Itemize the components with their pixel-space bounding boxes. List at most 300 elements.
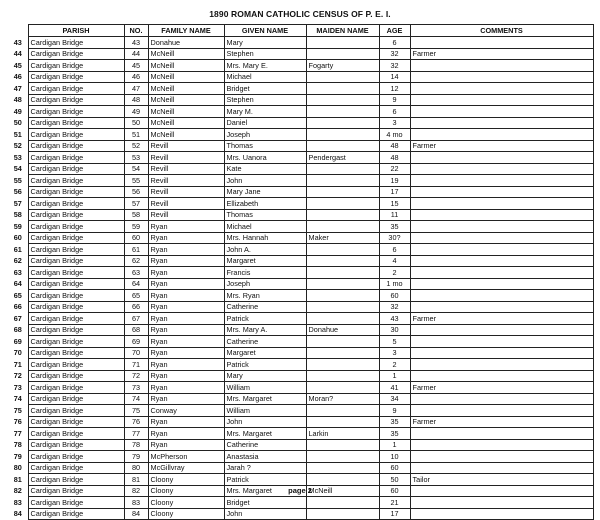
table-row [8,347,593,359]
age-cell: 35 [379,221,410,233]
row-number: 47 [8,83,28,95]
table-row [8,451,593,463]
page-footer: page 2 [288,486,312,495]
given-name-cell: Jarah ? [224,462,306,474]
age-cell: 60 [379,485,410,497]
parish-cell: Cardigan Bridge [28,117,124,129]
parish-cell: Cardigan Bridge [28,405,124,417]
no-cell: 65 [124,290,148,302]
row-number: 44 [8,48,28,60]
no-cell: 78 [124,439,148,451]
row-number: 59 [8,221,28,233]
comments-cell [410,439,593,451]
family-name-cell: Ryan [148,393,224,405]
no-cell: 67 [124,313,148,325]
given-name-cell: Margaret [224,255,306,267]
comments-cell [410,198,593,210]
age-cell: 17 [379,508,410,520]
family-name-cell: Cloony [148,485,224,497]
maiden-name-cell [306,267,379,279]
comments-cell [410,359,593,371]
maiden-name-cell: Pendergast [306,152,379,164]
age-cell: 50 [379,474,410,486]
age-cell: 34 [379,393,410,405]
family-name-cell: Conway [148,405,224,417]
row-number: 50 [8,117,28,129]
family-name-cell: McNeill [148,60,224,72]
parish-cell: Cardigan Bridge [28,232,124,244]
parish-cell: Cardigan Bridge [28,485,124,497]
no-cell: 72 [124,370,148,382]
maiden-name-cell [306,462,379,474]
no-cell: 57 [124,198,148,210]
table-row [8,416,593,428]
comments-cell [410,163,593,175]
family-name-cell: Revill [148,186,224,198]
comments-cell [410,209,593,221]
maiden-name-cell [306,347,379,359]
document-title: 1890 ROMAN CATHOLIC CENSUS OF P. E. I. [209,9,391,19]
family-name-cell: Ryan [148,336,224,348]
family-name-cell: McNeill [148,117,224,129]
row-number: 63 [8,267,28,279]
parish-cell: Cardigan Bridge [28,163,124,175]
given-name-cell: Mary Jane [224,186,306,198]
comments-cell [410,451,593,463]
age-cell: 32 [379,60,410,72]
maiden-name-cell: Donahue [306,324,379,336]
no-cell: 84 [124,508,148,520]
age-cell: 43 [379,313,410,325]
parish-cell: Cardigan Bridge [28,71,124,83]
row-number: 67 [8,313,28,325]
maiden-name-cell [306,129,379,141]
family-name-cell: Revill [148,163,224,175]
header-comments: COMMENTS [410,25,593,37]
table-row [8,60,593,72]
parish-cell: Cardigan Bridge [28,336,124,348]
maiden-name-cell [306,94,379,106]
given-name-cell: Mary [224,370,306,382]
age-cell: 11 [379,209,410,221]
header-given-name: GIVEN NAME [224,25,306,37]
given-name-cell: Kate [224,163,306,175]
table-row [8,232,593,244]
maiden-name-cell [306,221,379,233]
maiden-name-cell [306,37,379,49]
family-name-cell: Ryan [148,267,224,279]
given-name-cell: Bridget [224,497,306,509]
maiden-name-cell: Fogarty [306,60,379,72]
header-rownum-blank [8,25,28,37]
age-cell: 5 [379,336,410,348]
row-number: 78 [8,439,28,451]
table-row [8,439,593,451]
family-name-cell: McGillvray [148,462,224,474]
row-number: 65 [8,290,28,302]
family-name-cell: Revill [148,209,224,221]
maiden-name-cell [306,382,379,394]
comments-cell [410,278,593,290]
no-cell: 62 [124,255,148,267]
table-row [8,163,593,175]
family-name-cell: Ryan [148,278,224,290]
parish-cell: Cardigan Bridge [28,324,124,336]
maiden-name-cell [306,163,379,175]
table-row [8,37,593,49]
row-number: 62 [8,255,28,267]
maiden-name-cell [306,336,379,348]
row-number: 66 [8,301,28,313]
parish-cell: Cardigan Bridge [28,221,124,233]
row-number: 61 [8,244,28,256]
no-cell: 52 [124,140,148,152]
comments-cell [410,117,593,129]
age-cell: 17 [379,186,410,198]
age-cell: 9 [379,405,410,417]
age-cell: 4 mo [379,129,410,141]
row-number: 71 [8,359,28,371]
maiden-name-cell [306,497,379,509]
comments-cell: Tailor [410,474,593,486]
table-row [8,462,593,474]
given-name-cell: Mrs. Margaret [224,393,306,405]
census-table [8,24,594,520]
comments-cell [410,71,593,83]
no-cell: 44 [124,48,148,60]
family-name-cell: McNeill [148,48,224,60]
maiden-name-cell [306,140,379,152]
table-row [8,244,593,256]
row-number: 53 [8,152,28,164]
maiden-name-cell [306,416,379,428]
age-cell: 21 [379,497,410,509]
row-number: 48 [8,94,28,106]
parish-cell: Cardigan Bridge [28,175,124,187]
given-name-cell: Thomas [224,140,306,152]
given-name-cell: John A. [224,244,306,256]
given-name-cell: Bridget [224,83,306,95]
maiden-name-cell: Larkin [306,428,379,440]
row-number: 81 [8,474,28,486]
maiden-name-cell [306,255,379,267]
family-name-cell: Ryan [148,359,224,371]
given-name-cell: William [224,382,306,394]
no-cell: 48 [124,94,148,106]
parish-cell: Cardigan Bridge [28,209,124,221]
table-row [8,336,593,348]
parish-cell: Cardigan Bridge [28,37,124,49]
parish-cell: Cardigan Bridge [28,382,124,394]
comments-cell [410,336,593,348]
maiden-name-cell [306,451,379,463]
age-cell: 9 [379,94,410,106]
no-cell: 82 [124,485,148,497]
row-number: 79 [8,451,28,463]
row-number: 58 [8,209,28,221]
row-number: 83 [8,497,28,509]
age-cell: 30 [379,324,410,336]
given-name-cell: Margaret [224,347,306,359]
comments-cell [410,301,593,313]
comments-cell [410,244,593,256]
parish-cell: Cardigan Bridge [28,198,124,210]
table-row [8,186,593,198]
table-row [8,382,593,394]
family-name-cell: Revill [148,175,224,187]
table-row [8,83,593,95]
age-cell: 2 [379,359,410,371]
parish-cell: Cardigan Bridge [28,416,124,428]
maiden-name-cell [306,117,379,129]
age-cell: 35 [379,428,410,440]
given-name-cell: Stephen [224,94,306,106]
table-row [8,301,593,313]
no-cell: 76 [124,416,148,428]
table-row [8,278,593,290]
table-row [8,209,593,221]
row-number: 60 [8,232,28,244]
parish-cell: Cardigan Bridge [28,83,124,95]
comments-cell [410,405,593,417]
maiden-name-cell [306,83,379,95]
table-row [8,359,593,371]
maiden-name-cell [306,175,379,187]
maiden-name-cell [306,71,379,83]
no-cell: 80 [124,462,148,474]
parish-cell: Cardigan Bridge [28,152,124,164]
parish-cell: Cardigan Bridge [28,370,124,382]
maiden-name-cell [306,48,379,60]
parish-cell: Cardigan Bridge [28,290,124,302]
table-row [8,474,593,486]
age-cell: 4 [379,255,410,267]
age-cell: 10 [379,451,410,463]
row-number: 51 [8,129,28,141]
no-cell: 64 [124,278,148,290]
family-name-cell: Ryan [148,301,224,313]
age-cell: 3 [379,117,410,129]
table-row [8,94,593,106]
comments-cell [410,462,593,474]
table-row [8,221,593,233]
row-number: 45 [8,60,28,72]
comments-cell [410,232,593,244]
row-number: 80 [8,462,28,474]
header-row [8,25,593,37]
age-cell: 14 [379,71,410,83]
age-cell: 3 [379,347,410,359]
family-name-cell: McPherson [148,451,224,463]
given-name-cell: Catherine [224,439,306,451]
age-cell: 12 [379,83,410,95]
given-name-cell: Mrs. Mary A. [224,324,306,336]
parish-cell: Cardigan Bridge [28,462,124,474]
parish-cell: Cardigan Bridge [28,313,124,325]
header-age: AGE [379,25,410,37]
given-name-cell: Michael [224,221,306,233]
row-number: 43 [8,37,28,49]
given-name-cell: Catherine [224,336,306,348]
comments-cell: Farmer [410,416,593,428]
age-cell: 1 [379,439,410,451]
comments-cell [410,347,593,359]
table-row [8,267,593,279]
parish-cell: Cardigan Bridge [28,393,124,405]
table-row [8,71,593,83]
comments-cell [410,393,593,405]
maiden-name-cell [306,106,379,118]
given-name-cell: John [224,508,306,520]
row-number: 84 [8,508,28,520]
parish-cell: Cardigan Bridge [28,347,124,359]
given-name-cell: Mrs. Margaret [224,485,306,497]
given-name-cell: Ellizabeth [224,198,306,210]
parish-cell: Cardigan Bridge [28,497,124,509]
table-row [8,198,593,210]
parish-cell: Cardigan Bridge [28,140,124,152]
family-name-cell: Revill [148,198,224,210]
no-cell: 59 [124,221,148,233]
table-row [8,393,593,405]
parish-cell: Cardigan Bridge [28,186,124,198]
parish-cell: Cardigan Bridge [28,60,124,72]
age-cell: 1 mo [379,278,410,290]
header-parish: PARISH [28,25,124,37]
maiden-name-cell [306,370,379,382]
parish-cell: Cardigan Bridge [28,301,124,313]
maiden-name-cell [306,301,379,313]
maiden-name-cell [306,198,379,210]
age-cell: 15 [379,198,410,210]
age-cell: 19 [379,175,410,187]
row-number: 76 [8,416,28,428]
header-family-name: FAMILY NAME [148,25,224,37]
comments-cell [410,152,593,164]
comments-cell [410,129,593,141]
no-cell: 61 [124,244,148,256]
row-number: 69 [8,336,28,348]
no-cell: 43 [124,37,148,49]
no-cell: 55 [124,175,148,187]
age-cell: 41 [379,382,410,394]
row-number: 54 [8,163,28,175]
age-cell: 6 [379,37,410,49]
maiden-name-cell: McNeill [306,485,379,497]
family-name-cell: Ryan [148,416,224,428]
family-name-cell: Revill [148,140,224,152]
comments-cell: Farmer [410,313,593,325]
no-cell: 81 [124,474,148,486]
given-name-cell: William [224,405,306,417]
table-row [8,497,593,509]
comments-cell [410,106,593,118]
given-name-cell: Francis [224,267,306,279]
family-name-cell: McNeill [148,106,224,118]
table-row [8,370,593,382]
family-name-cell: Cloony [148,497,224,509]
parish-cell: Cardigan Bridge [28,359,124,371]
family-name-cell: Ryan [148,382,224,394]
table-row [8,508,593,520]
family-name-cell: Ryan [148,370,224,382]
row-number: 55 [8,175,28,187]
no-cell: 47 [124,83,148,95]
given-name-cell: Mary M. [224,106,306,118]
given-name-cell: Mrs. Ryan [224,290,306,302]
maiden-name-cell [306,474,379,486]
given-name-cell: Patrick [224,474,306,486]
age-cell: 35 [379,416,410,428]
given-name-cell: Mary [224,37,306,49]
age-cell: 6 [379,244,410,256]
no-cell: 74 [124,393,148,405]
no-cell: 66 [124,301,148,313]
comments-cell: Farmer [410,382,593,394]
given-name-cell: Patrick [224,313,306,325]
no-cell: 68 [124,324,148,336]
no-cell: 45 [124,60,148,72]
age-cell: 6 [379,106,410,118]
maiden-name-cell [306,439,379,451]
comments-cell [410,255,593,267]
maiden-name-cell [306,186,379,198]
family-name-cell: Ryan [148,324,224,336]
row-number: 56 [8,186,28,198]
no-cell: 51 [124,129,148,141]
no-cell: 83 [124,497,148,509]
table-header [8,25,593,37]
maiden-name-cell [306,278,379,290]
parish-cell: Cardigan Bridge [28,255,124,267]
family-name-cell: Revill [148,152,224,164]
table-row [8,152,593,164]
family-name-cell: McNeill [148,83,224,95]
no-cell: 71 [124,359,148,371]
no-cell: 53 [124,152,148,164]
table-row [8,48,593,60]
maiden-name-cell [306,508,379,520]
maiden-name-cell [306,313,379,325]
table-row [8,324,593,336]
given-name-cell: John [224,175,306,187]
row-number: 73 [8,382,28,394]
no-cell: 58 [124,209,148,221]
comments-cell [410,428,593,440]
table-row [8,175,593,187]
no-cell: 69 [124,336,148,348]
row-number: 75 [8,405,28,417]
comments-cell [410,221,593,233]
family-name-cell: Ryan [148,244,224,256]
no-cell: 46 [124,71,148,83]
comments-cell [410,370,593,382]
given-name-cell: Mrs. Hannah [224,232,306,244]
given-name-cell: Stephen [224,48,306,60]
maiden-name-cell [306,405,379,417]
parish-cell: Cardigan Bridge [28,474,124,486]
age-cell: 32 [379,301,410,313]
no-cell: 63 [124,267,148,279]
family-name-cell: Ryan [148,290,224,302]
family-name-cell: McNeill [148,94,224,106]
row-number: 68 [8,324,28,336]
table-row [8,428,593,440]
header-no: NO. [124,25,148,37]
table-body [8,37,593,520]
maiden-name-cell [306,290,379,302]
comments-cell [410,186,593,198]
